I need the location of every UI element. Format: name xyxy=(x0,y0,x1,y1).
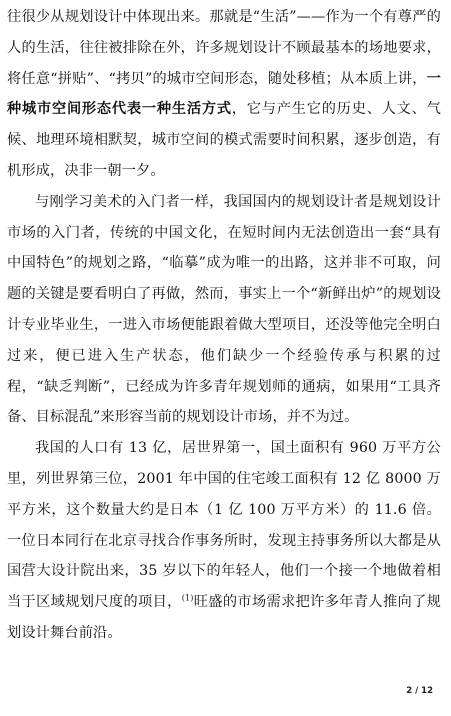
paragraph xyxy=(7,2,441,187)
paragraph-text: 旺盛的市场需求把许多年青人推向了规划设计舞台前沿。 xyxy=(7,594,441,641)
page-number: 2 / 12 xyxy=(406,686,433,696)
paragraph-text: ，它与产生它的历史、人文、气候、地理环境相默契，城市空间的模式需要时间积累，逐步创造，有机形成，决非一朝一夕。 xyxy=(7,101,441,179)
footnote-marker: (1) xyxy=(181,593,194,603)
paragraph xyxy=(7,433,441,649)
emphasized-text: 一种城市空间形态代表一种生活方式 xyxy=(7,70,441,118)
paragraph-text: 往很少从规划设计中体现出来。那就是“生活”——作为一个有尊严的人的生活，往往被排除在外，许多规划设计不顾最基本的场地要求，将任意“拼贴”、“拷贝”的城市空间形态，随处移植；从本质上讲， xyxy=(7,9,441,87)
paragraph xyxy=(7,187,441,433)
paragraph-text: 我国的人口有 13 亿，居世界第一，国土面积有 960 万平方公里，列世界第三位，2001 年中国的住宅竣工面积有 12 亿 8000 万平方米，这个数量大约是日本（1 亿 100 万平方米）的 11.6 倍。一位日本同行在北京寻找合作事务所时，发现主持事务所以大都是从国营大设计院出来，35 岁以下的年轻人，他们一个接一个地做着相当于区域规划尺度的项目， xyxy=(7,440,441,611)
paragraph-text: 与刚学习美术的入门者一样，我国国内的规划设计者是规划设计市场的入门者，传统的中国文化，在短时间内无法创造出一套“具有中国特色”的规划之路，“临摹”成为唯一的出路，这并非不可取，问题的关键是要看明白了再做，然而，事实上一个“新鲜出炉”的规划设计专业毕业生，一进入市场便能跟着做大型项目，还没等他完全明白过来，便已进入生产状态，他们缺少一个经验传承与积累的过程，“缺乏判断”，已经成为许多青年规划师的通病，如果用“工具齐备、目标混乱”来形容当前的规划设计市场，并不为过。 xyxy=(7,193,441,426)
